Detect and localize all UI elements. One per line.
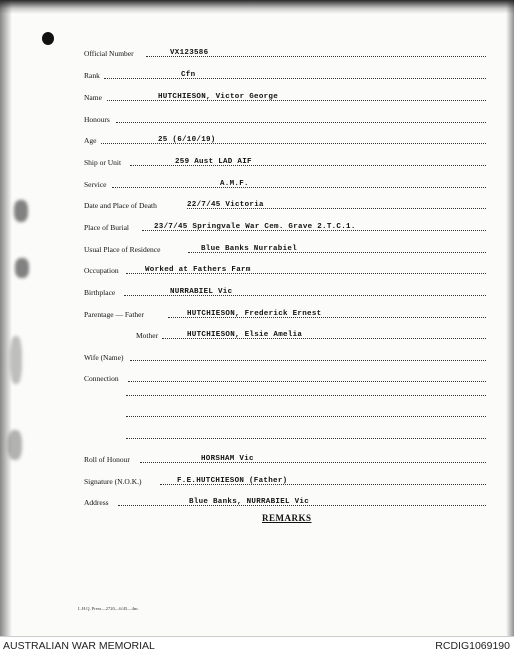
archive-footer <box>0 636 514 655</box>
field-label: Wife (Name) <box>84 353 124 362</box>
field-place-of-burial <box>0 219 514 233</box>
field-honours <box>0 111 514 125</box>
blank-line <box>126 416 486 417</box>
field-rank <box>0 67 514 81</box>
field-label: Rank <box>84 71 100 80</box>
print-footnote: L.H.Q. Press—2720—6/45—4m. <box>78 606 139 611</box>
field-roll-of-honour <box>0 451 514 465</box>
field-label: Date and Place of Death <box>84 201 157 210</box>
blank-line <box>126 395 486 396</box>
archive-name: AUSTRALIAN WAR MEMORIAL <box>3 640 155 652</box>
field-value: F.E.HUTCHIESON (Father) <box>177 477 288 485</box>
field-label: Address <box>84 498 109 507</box>
field-value: VX123586 <box>170 49 209 57</box>
field-label: Roll of Honour <box>84 455 130 464</box>
dotted-line <box>112 187 486 188</box>
field-name <box>0 89 514 103</box>
field-value: A.M.F. <box>220 180 249 188</box>
field-value: 22/7/45 Victoria <box>187 201 264 209</box>
field-label: Parentage — Father <box>84 310 144 319</box>
field-occupation <box>0 262 514 276</box>
remarks-heading: REMARKS <box>262 513 312 523</box>
field-label: Connection <box>84 374 119 383</box>
field-label: Place of Burial <box>84 223 129 232</box>
field-residence <box>0 241 514 255</box>
field-label: Honours <box>84 115 110 124</box>
field-date-place-death <box>0 197 514 211</box>
field-ship-or-unit <box>0 154 514 168</box>
field-father <box>0 306 514 320</box>
blank-line <box>126 438 486 439</box>
field-value: Cfn <box>181 71 196 79</box>
field-label: Age <box>84 136 97 145</box>
field-label: Occupation <box>84 266 119 275</box>
scan-edge-top <box>0 0 514 14</box>
field-value: HUTCHIESON, Victor George <box>158 93 279 101</box>
field-signature <box>0 473 514 487</box>
record-id: RCDIG1069190 <box>435 640 510 652</box>
field-label: Usual Place of Residence <box>84 245 161 254</box>
field-value: Blue Banks Nurrabiel <box>201 245 298 253</box>
field-birthplace <box>0 284 514 298</box>
field-value: HUTCHIESON, Frederick Ernest <box>187 310 322 318</box>
field-value: Blue Banks, NURRABIEL Vic <box>189 498 310 506</box>
field-label: Name <box>84 93 102 102</box>
field-value: Worked at Fathers Farm <box>145 266 251 274</box>
field-mother <box>0 327 514 341</box>
field-label: Mother <box>136 331 159 340</box>
field-value: HUTCHIESON, Elsie Amelia <box>187 331 303 339</box>
field-value: HORSHAM Vic <box>201 455 254 463</box>
field-value: NURRABIEL Vic <box>170 288 233 296</box>
field-label: Signature (N.O.K.) <box>84 477 142 486</box>
field-label: Official Number <box>84 49 134 58</box>
dotted-line <box>128 381 486 382</box>
field-value: 23/7/45 Springvale War Cem. Grave 2.T.C.1. <box>154 223 356 231</box>
dotted-line <box>140 462 486 463</box>
field-wife <box>0 349 514 363</box>
dotted-line <box>130 360 486 361</box>
field-connection <box>0 370 514 384</box>
field-value: 25 (6/10/19) <box>158 136 216 144</box>
field-address <box>0 494 514 508</box>
field-value: 259 Aust LAD AIF <box>175 158 252 166</box>
field-age <box>0 132 514 146</box>
dotted-line <box>116 122 486 123</box>
field-official-number <box>0 45 514 59</box>
punch-hole-icon <box>42 32 54 45</box>
field-service <box>0 176 514 190</box>
field-label: Birthplace <box>84 288 116 297</box>
dotted-line <box>104 78 486 79</box>
field-label: Ship or Unit <box>84 158 122 167</box>
field-label: Service <box>84 180 107 189</box>
